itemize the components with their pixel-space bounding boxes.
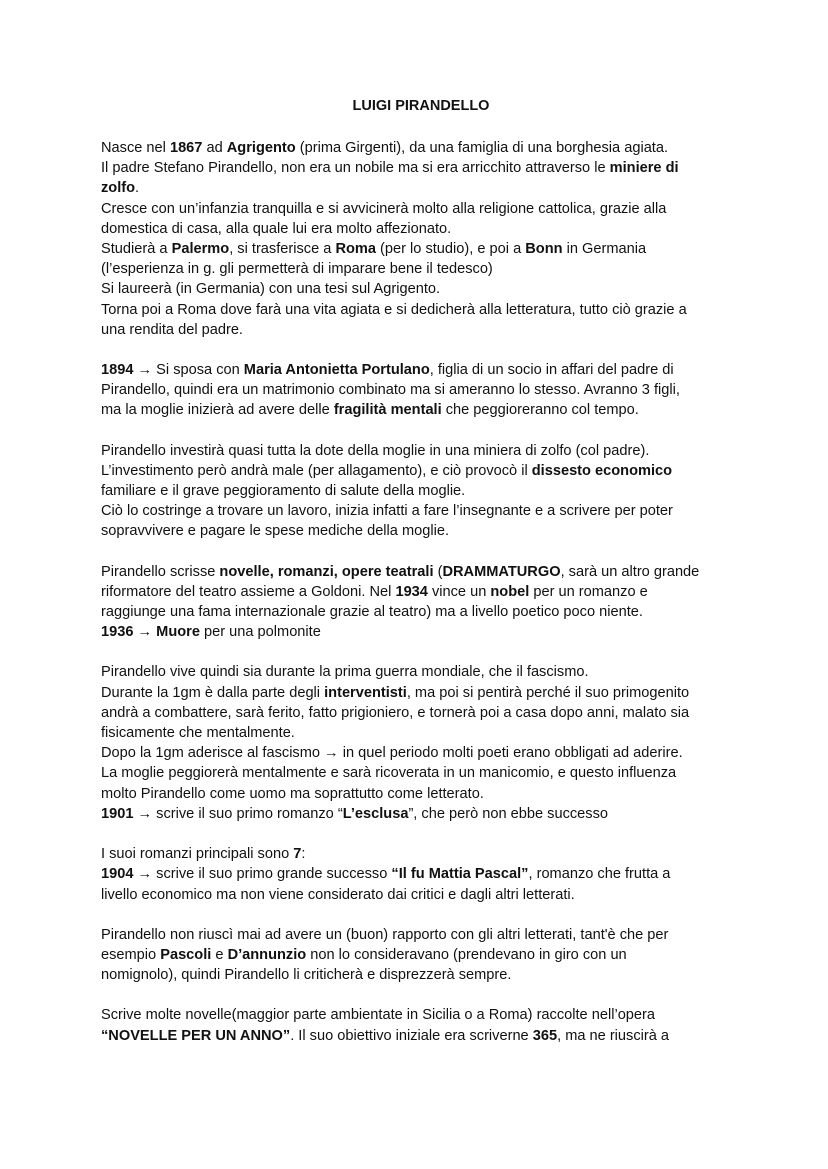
bold-text: 1867 xyxy=(169,140,203,156)
text-run: La moglie peggiorerà mentalmente e sarà ricoverata in un manicomio, e questo influenza xyxy=(101,765,677,782)
text-run: Nasce nel xyxy=(101,140,170,156)
text-run: sopravvivere e pagare le spese mediche della moglie. xyxy=(101,523,450,540)
bold-text: Roma xyxy=(335,241,376,258)
text-run: familiare e il grave peggioramento di salute della moglie. xyxy=(101,483,466,500)
document-title: LUIGI PIRANDELLO xyxy=(352,98,490,114)
text-line xyxy=(101,441,741,461)
text-line xyxy=(101,138,741,158)
text-run: . xyxy=(135,180,140,197)
bold-text: nobel xyxy=(490,583,530,600)
paragraph xyxy=(101,925,741,986)
text-line xyxy=(101,380,741,400)
text-run: molto Pirandello come uomo ma soprattutto come letterato. xyxy=(101,785,484,802)
text-run: una rendita del padre. xyxy=(101,321,243,338)
bold-text: fragilità mentali xyxy=(333,402,442,419)
paragraph xyxy=(101,360,741,421)
text-line xyxy=(101,521,741,541)
text-line xyxy=(101,320,741,340)
text-line xyxy=(101,804,741,824)
text-line xyxy=(101,784,741,804)
text-run: Pirandello vive quindi sia durante la prima guerra mondiale, che il fascismo. xyxy=(101,664,589,681)
text-line xyxy=(101,723,741,743)
text-run: , si trasferisce a xyxy=(229,241,336,258)
text-line xyxy=(101,703,741,723)
bold-text: 365 xyxy=(532,1027,558,1044)
text-run: non lo consideravano (prendevano in giro con un xyxy=(306,946,627,963)
text-run: Pirandello scrisse xyxy=(101,563,220,580)
bold-text: 1934 xyxy=(395,583,428,600)
text-line xyxy=(101,582,741,602)
text-run: Torna poi a Roma dove farà una vita agiata e si dedicherà alla letteratura, tutto ciò grazie a xyxy=(101,301,687,318)
text-line xyxy=(101,158,741,178)
text-run: esempio xyxy=(101,946,161,963)
text-run: : xyxy=(301,846,306,863)
text-run: , romanzo che frutta a xyxy=(528,866,671,883)
bold-text: miniere di xyxy=(609,160,679,177)
text-line xyxy=(101,461,741,481)
text-run: (per lo studio), e poi a xyxy=(375,241,526,258)
bold-text: novelle, romanzi, opere teatrali xyxy=(219,563,434,580)
text-line xyxy=(101,662,741,682)
text-line xyxy=(101,763,741,783)
text-run: Studierà a xyxy=(101,241,172,258)
text-run: Si sposa con xyxy=(152,362,244,379)
text-line xyxy=(101,300,741,320)
text-line xyxy=(101,885,741,905)
text-run: fisicamente che mentalmente. xyxy=(101,725,295,742)
text-run: e xyxy=(211,946,228,963)
text-line xyxy=(101,178,741,198)
bold-text: Agrigento xyxy=(226,140,296,156)
text-run: Cresce con un’infanzia tranquilla e si avvicinerà molto alla religione cattolica, grazie alla xyxy=(101,200,667,217)
paragraph xyxy=(101,562,741,643)
text-line xyxy=(101,683,741,703)
bold-text: 1904 → xyxy=(101,866,153,883)
text-run: (l’esperienza in g. gli permetterà di imparare bene il tedesco) xyxy=(101,261,493,278)
text-line xyxy=(101,400,741,420)
text-run: Il padre Stefano Pirandello, non era un nobile ma si era arricchito attraverso le xyxy=(101,160,610,177)
text-run: Scrive molte novelle(maggior parte ambientate in Sicilia o a Roma) raccolte nell’opera xyxy=(101,1007,656,1024)
bold-text: interventisti xyxy=(324,684,407,701)
text-run: per un romanzo e xyxy=(529,583,648,600)
text-run: (prima Girgenti), da una famiglia di una borghesia agiata. xyxy=(295,140,669,156)
bold-text: L’esclusa xyxy=(342,805,409,822)
text-run: , ma ne riuscirà a xyxy=(557,1027,670,1044)
text-line xyxy=(101,1026,741,1046)
bold-text: 1936 → Muore xyxy=(101,624,200,641)
bold-text: 1894 → xyxy=(101,362,153,379)
text-line xyxy=(101,965,741,985)
text-run: Durante la 1gm è dalla parte degli xyxy=(101,684,325,701)
paragraph xyxy=(101,441,741,542)
text-run: ma la moglie inizierà ad avere delle xyxy=(101,402,334,419)
text-line xyxy=(101,864,741,884)
text-run: Dopo la 1gm aderisce al fascismo → in quel periodo molti poeti erano obbligati ad aderire. xyxy=(101,745,683,762)
text-line xyxy=(101,945,741,965)
bold-text: zolfo xyxy=(101,180,136,197)
text-run: Pirandello non riuscì mai ad avere un (buon) rapporto con gli altri letterati, tant'è che per xyxy=(101,926,669,943)
text-line xyxy=(101,602,741,622)
text-run: vince un xyxy=(427,583,491,600)
text-line xyxy=(101,844,741,864)
text-run: L’investimento però andrà male (per allagamento), e ciò provocò il xyxy=(101,462,532,479)
text-line xyxy=(101,279,741,299)
text-run: ( xyxy=(433,563,443,580)
text-run: nomignolo), quindi Pirandello li criticherà e disprezzerà sempre. xyxy=(101,967,512,984)
bold-text: Palermo xyxy=(171,241,230,258)
text-run: , figlia di un socio in affari del padre di xyxy=(429,362,674,379)
text-run: raggiunge una fama internazionale grazie al teatro) ma a livello poetico poco niente. xyxy=(101,604,643,621)
text-line xyxy=(101,239,741,259)
document-body xyxy=(101,138,741,1046)
text-run: ”, che però non ebbe successo xyxy=(408,805,609,822)
document-page xyxy=(101,98,741,1066)
text-run: livello economico ma non viene considerato dai critici e dagli altri letterati. xyxy=(101,886,575,903)
text-line xyxy=(101,501,741,521)
bold-text: DRAMMATURGO xyxy=(442,563,561,580)
paragraph xyxy=(101,662,741,824)
text-run: Pirandello investirà quasi tutta la dote della moglie in una miniera di zolfo (col padre). xyxy=(101,442,650,459)
bold-text: 7 xyxy=(293,846,302,863)
text-line xyxy=(101,199,741,219)
text-run: che peggioreranno col tempo. xyxy=(441,402,639,419)
text-run: scrive il suo primo romanzo “ xyxy=(152,805,343,822)
paragraph xyxy=(101,1005,741,1045)
text-line xyxy=(101,1005,741,1025)
text-run: Si laureerà (in Germania) con una tesi sul Agrigento. xyxy=(101,281,441,298)
text-run: in Germania xyxy=(562,241,647,258)
text-run: andrà a combattere, sarà ferito, fatto prigioniero, e tornerà poi a casa dopo anni, malato sia xyxy=(101,704,690,721)
text-run: scrive il suo primo grande successo xyxy=(152,866,392,883)
paragraph xyxy=(101,138,741,340)
text-line xyxy=(101,743,741,763)
text-line xyxy=(101,481,741,501)
bold-text: Bonn xyxy=(525,241,563,258)
text-run: domestica di casa, alla quale lui era molto affezionato. xyxy=(101,220,452,237)
bold-text: 1901 → xyxy=(101,805,153,822)
text-run: ad xyxy=(202,140,227,156)
text-run: I suoi romanzi principali sono xyxy=(101,846,294,863)
bold-text: Pascoli xyxy=(160,946,212,963)
bold-text: Maria Antonietta Portulano xyxy=(243,362,430,379)
text-line xyxy=(101,622,741,642)
text-run: riformatore del teatro assieme a Goldoni. Nel xyxy=(101,583,396,600)
text-line xyxy=(101,219,741,239)
paragraph xyxy=(101,844,741,905)
text-run: Pirandello, quindi era un matrimonio combinato ma si ameranno lo stesso. Avranno 3 figli, xyxy=(101,382,680,399)
text-run: . Il suo obiettivo iniziale era scriverne xyxy=(290,1027,533,1044)
bold-text: “NOVELLE PER UN ANNO” xyxy=(101,1027,291,1044)
text-run: per una polmonite xyxy=(199,624,321,641)
text-line xyxy=(101,360,741,380)
bold-text: dissesto economico xyxy=(531,462,673,479)
text-run: , sarà un altro grande xyxy=(560,563,700,580)
text-run: Ciò lo costringe a trovare un lavoro, inizia infatti a fare l’insegnante e a scrivere per poter xyxy=(101,503,673,520)
bold-text: “Il fu Mattia Pascal” xyxy=(391,866,529,883)
text-run: , ma poi si pentirà perché il suo primogenito xyxy=(406,684,690,701)
text-line xyxy=(101,925,741,945)
bold-text: D’annunzio xyxy=(227,946,307,963)
text-line xyxy=(101,562,741,582)
text-line xyxy=(101,259,741,279)
